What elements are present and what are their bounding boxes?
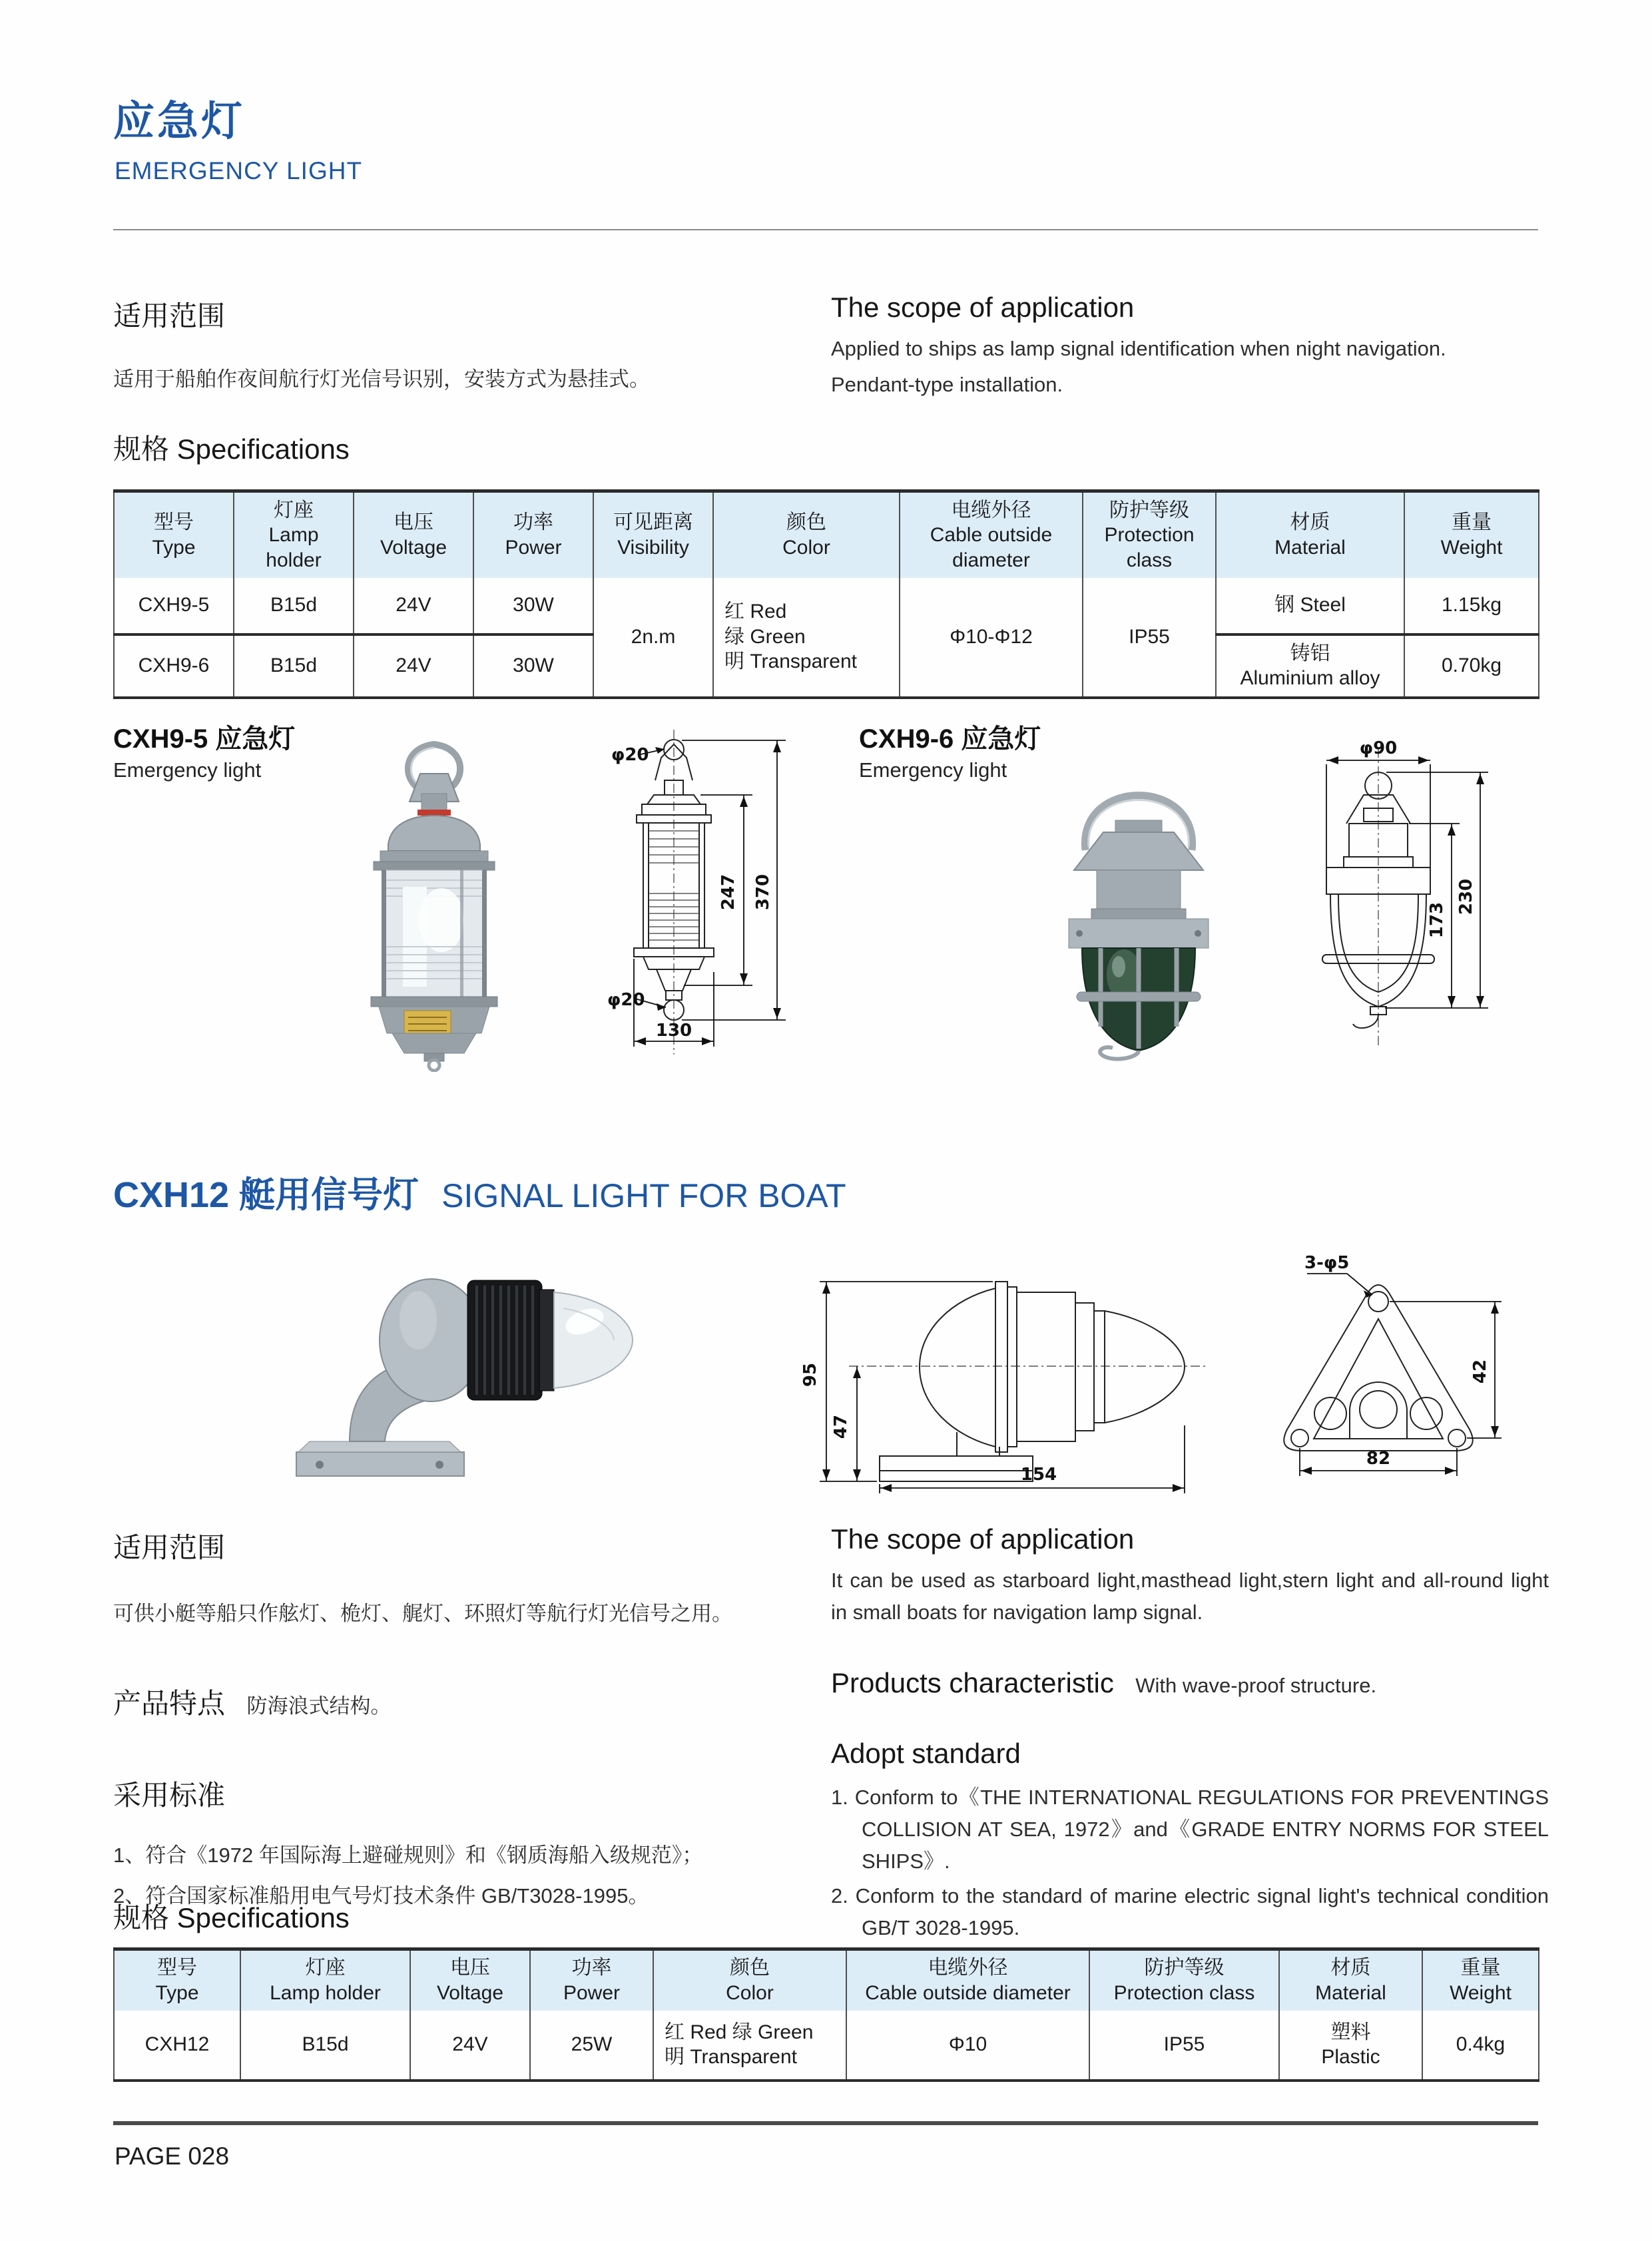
t2-col-holder: 灯座 Lamp holder [240,1949,410,2011]
t1-protection: IP55 [1083,578,1216,698]
product2-title: CXH9-6 应急灯 [859,724,1041,754]
pendant-line-drawing [1322,748,1434,1047]
spec1-heading: 规格 Specifications [113,433,350,465]
pendant-lamp-illustration [1069,796,1209,1059]
product1-title: CXH9-5 应急灯 [113,724,296,754]
t1-col-voltage: 电压 Voltage [354,491,473,578]
t1-r2-holder: B15d [234,634,354,698]
footer-divider [113,2121,1538,2125]
t2-col-weight: 重量 Weight [1422,1949,1539,2011]
page-title: 应急灯 [113,99,246,144]
header-divider [113,229,1538,230]
t1-r1-material: 钢 Steel [1216,578,1404,634]
dim-95: 95 [800,1362,820,1387]
cxh12-feat-en-heading: Products characteristic [831,1667,1114,1699]
dimension-lines [800,1282,1185,1493]
dim-173: 173 [1427,901,1447,939]
dim-phi20-bottom: φ20 [607,990,645,1010]
product2-photo [995,740,1282,1063]
cxh12-side-drawing [796,1235,1225,1505]
cxh12-std-en-2: 2. Conform to the standard of marine electric signal light's technical condition GB/T 3028-1995. [831,1884,1549,1940]
scope1-zh-heading: 适用范围 [113,300,226,332]
t1-col-power: 功率 Power [473,491,593,578]
signal-lamp-line-drawing [849,1282,1205,1481]
dim-230: 230 [1456,878,1476,915]
dim-phi20-top: φ20 [611,745,649,765]
cxh12-en-column [831,1523,1549,1944]
t2-row-power: 25W [530,2011,653,2081]
t2-row-type: CXH12 [114,2011,240,2081]
t2-col-voltage: 电压 Voltage [410,1949,530,2011]
t1-r1-weight: 1.15kg [1404,578,1539,634]
t1-visibility: 2n.m [593,578,713,698]
scope1-en-heading: The scope of application [831,292,1135,323]
cxh12-title [113,1166,846,1218]
scope1-en-line1: Applied to ships as lamp signal identification when night navigation. [831,337,1446,360]
product2-drawing [1285,734,1508,1053]
t1-r1-voltage: 24V [354,578,473,634]
t1-r1-holder: B15d [234,578,354,634]
spec2-heading: 规格 Specifications [113,1902,350,1933]
cxh12-std-en-heading: Adopt standard [831,1738,1021,1770]
t2-col-color: 颜色 Color [653,1949,846,2011]
dim-3-phi5: 3-φ5 [1304,1253,1350,1273]
dim-82: 82 [1366,1449,1391,1469]
cxh12-title-zh: CXH12 艇用信号灯 [113,1175,419,1215]
t1-col-visibility: 可见距离 Visibility [593,491,713,578]
cxh12-feat-zh-body: 防海浪式结构。 [246,1694,392,1718]
dim-130: 130 [655,1021,692,1041]
product2-subtitle: Emergency light [859,758,1007,782]
cxh12-scope-en-heading: The scope of application [831,1523,1135,1555]
t2-row-material: 塑料 Plastic [1279,2011,1422,2081]
spec-table-2 [113,1947,1538,2082]
cxh12-std-en-1: 1. Conform to《THE INTERNATIONAL REGULATIONS FOR PREVENTINGS COLLISION AT SEA, 1972》and《GRADE ENTRY NORMS FOR STEEL SHIPS》. [831,1786,1549,1873]
t1-col-weight: 重量 Weight [1404,491,1539,578]
t2-col-material: 材质 Material [1279,1949,1422,2011]
t2-col-protection: 防护等级 Protection class [1089,1949,1279,2011]
cxh12-std-zh-2: 2、符合国家标准船用电气号灯技术条件 GB/T3028-1995。 [113,1884,649,1908]
cxh12-std-zh-1: 1、符合《1972 年国际海上避碰规则》和《钢质海船入级规范》； [113,1844,703,1868]
t1-r2-power: 30W [473,634,593,698]
t2-col-cable: 电缆外径 Cable outside diameter [846,1949,1089,2011]
scope1-zh-body: 适用于船舶作夜间航行灯光信号识别，安装方式为悬挂式。 [113,368,650,391]
t2-row-color: 红 Red 绿 Green 明 Transparent [653,2011,846,2081]
t1-r1-type: CXH9-5 [114,578,234,634]
t1-r2-weight: 0.70kg [1404,634,1539,698]
dim-247: 247 [718,873,738,911]
cxh12-feat-en [831,1667,1549,1699]
page-subtitle: EMERGENCY LIGHT [115,157,363,184]
t2-row-protection: IP55 [1089,2011,1279,2081]
cxh12-title-en: SIGNAL LIGHT FOR BOAT [441,1177,846,1214]
footer-page-number: PAGE 028 [115,2142,230,2170]
t1-r1-power: 30W [473,578,593,634]
t1-r2-type: CXH9-6 [114,634,234,698]
t1-color: 红 Red 绿 Green 明 Transparent [713,578,900,698]
cxh12-zh-column [113,1526,819,1915]
dim-154: 154 [1020,1465,1057,1485]
t2-row-cable: Φ10 [846,2011,1089,2081]
t2-col-type: 型号 Type [114,1949,240,2011]
dimension-lines [1300,1253,1502,1476]
cxh12-scope-en-body: It can be used as starboard light,masthead light,stern light and all-round light in small boats for navigation lamp signal. [831,1569,1549,1624]
cxh12-feat-zh-heading: 产品特点 [113,1688,226,1720]
mount-plate-line-drawing [1284,1285,1472,1451]
lantern-illustration [371,744,497,1071]
dim-370: 370 [753,873,773,911]
cxh12-feat-en-body: With wave-proof structure. [1135,1674,1377,1698]
cxh12-scope-zh-body: 可供小艇等船只作舷灯、桅灯、艉灯、环照灯等航行灯光信号之用。 [113,1602,732,1625]
t1-col-protection: 防护等级 Protection class [1083,491,1216,578]
scope1-zh-block [113,294,792,395]
t1-r2-voltage: 24V [354,634,473,698]
t1-col-type: 型号 Type [114,491,234,578]
cxh12-scope-zh-heading: 适用范围 [113,1532,226,1563]
product1-photo [303,720,569,1072]
t1-col-material: 材质 Material [1216,491,1404,578]
dim-phi90: φ90 [1359,738,1398,758]
cxh12-base-drawing [1235,1235,1515,1491]
t1-cable: Φ10-Φ12 [900,578,1083,698]
product1-heading [113,718,295,782]
t1-col-holder: 灯座 Lamp holder [234,491,354,578]
product1-drawing [574,726,806,1059]
t2-row-voltage: 24V [410,2011,530,2081]
dim-42: 42 [1470,1359,1490,1384]
spec-table-1 [113,489,1538,699]
t1-col-color: 颜色 Color [713,491,900,578]
cxh12-photo [286,1228,646,1491]
lantern-line-drawing [634,730,714,1055]
cxh12-std-zh-heading: 采用标准 [113,1780,226,1812]
t2-row-weight: 0.4kg [1422,2011,1539,2081]
t2-col-power: 功率 Power [530,1949,653,2011]
t1-r2-material: 铸铝 Aluminium alloy [1216,634,1404,698]
scope1-en-line2: Pendant-type installation. [831,373,1063,397]
scope1-en-block [831,292,1549,401]
cxh12-feat-zh [113,1682,819,1722]
t2-row-holder: B15d [240,2011,410,2081]
product1-subtitle: Emergency light [113,758,262,782]
t1-col-cable: 电缆外径 Cable outside diameter [900,491,1083,578]
dim-47: 47 [831,1414,851,1439]
signal-lamp-illustration [296,1279,633,1476]
